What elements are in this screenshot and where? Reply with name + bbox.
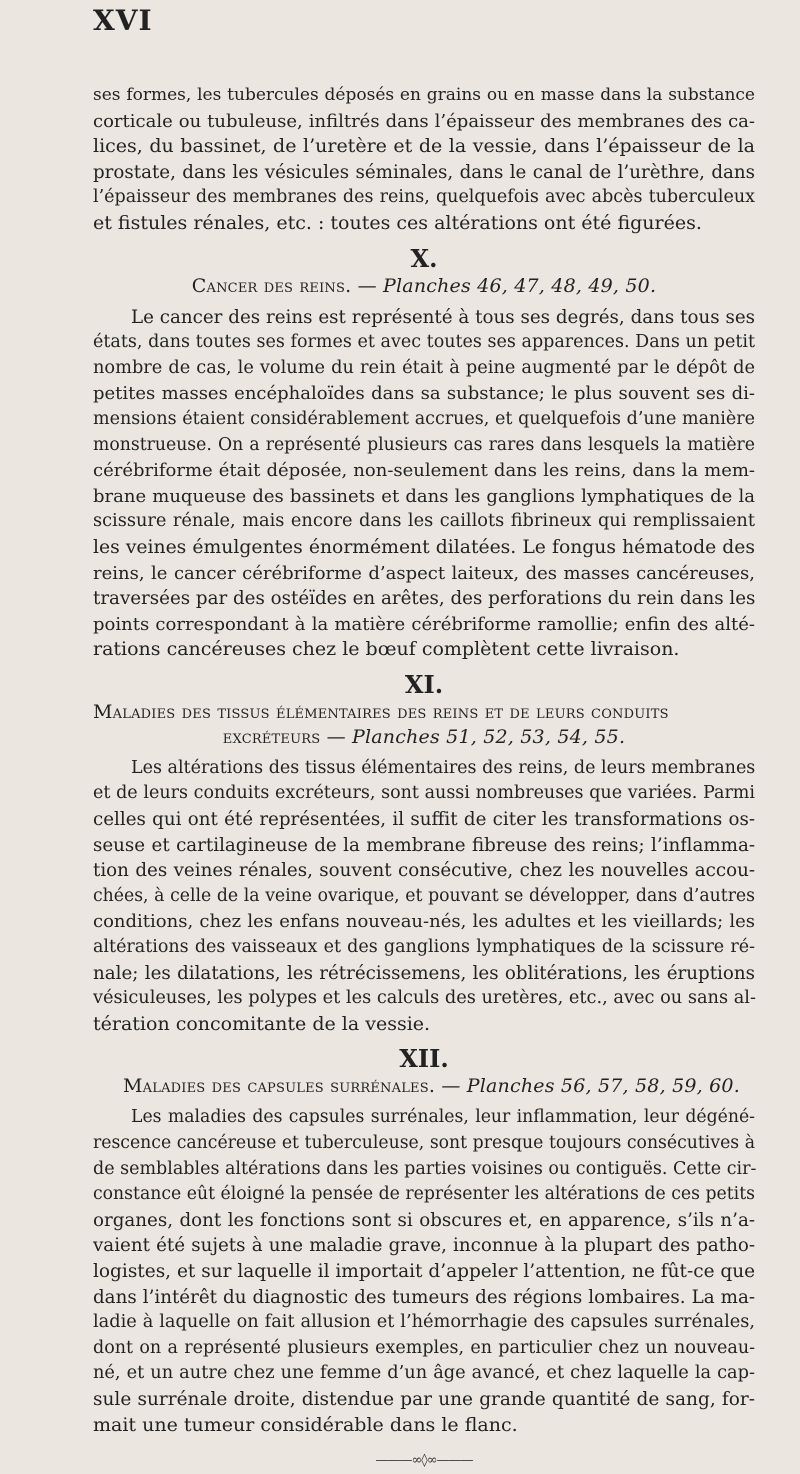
text-line: prostate, dans les vésicules séminales, dans le canal de l’urèthre, dans xyxy=(93,161,755,183)
heading-plates: Planches 51, 52, 53, 54, 55. xyxy=(352,725,626,748)
heading-title: excréteurs — xyxy=(222,725,353,748)
text-line: organes, dont les fonctions sont si obscures et, en apparence, s’ils n’a- xyxy=(93,1209,755,1231)
text-line: petites masses encéphaloïdes dans sa substance; le plus souvent ses di- xyxy=(93,383,755,405)
text-line: reins, le cancer cérébriforme d’aspect laiteux, des masses cancéreuses, xyxy=(93,562,755,584)
heading-title: Maladies des tissus élémentaires des reins et de leurs conduits xyxy=(93,700,669,723)
text-line: points correspondant à la matière cérébriforme ramollie; enfin des alté- xyxy=(93,613,755,635)
text-line: corticale ou tubuleuse, infiltrés dans l’épaisseur des membranes des ca- xyxy=(93,110,755,132)
text-line: Les altérations des tissus élémentaires des reins, de leurs membranes xyxy=(131,757,756,778)
text-line: rations cancéreuses chez le bœuf complètent cette livraison. xyxy=(93,638,680,661)
text-line: tération concomitante de la vessie. xyxy=(93,1012,431,1035)
text-line: rescence cancéreuse et tuberculeuse, sont presque toujours consécutives à xyxy=(93,1133,755,1153)
text-line: lices, du bassinet, de l’uretère et de la vessie, dans l’épaisseur de la xyxy=(93,135,755,158)
section-xii-paragraph xyxy=(93,1105,755,1438)
text-line: seuse et cartilagineuse de la membrane fibreuse des reins; l’inflamma- xyxy=(93,834,755,856)
text-line: l’épaisseur des membranes des reins, quelquefois avec abcès tuberculeux xyxy=(93,187,755,208)
text-line: ladie à laquelle on fait allusion et l’hémorrhagie des capsules surrénales, xyxy=(93,1312,755,1333)
section-number-xi: XI. xyxy=(404,669,444,699)
section-xi-paragraph xyxy=(93,756,755,1038)
text-line: tion des veines rénales, souvent consécutive, chez les nouvelles accou- xyxy=(93,860,755,882)
heading-plates: Planches 56, 57, 58, 59, 60. xyxy=(466,1075,740,1098)
heading-title: Maladies des capsules surrénales. — xyxy=(123,1075,467,1098)
section-heading-x xyxy=(93,274,755,299)
text-line: les veines émulgentes énormément dilatées. Le fongus hématode des xyxy=(93,536,755,558)
heading-title: Cancer des reins. — xyxy=(191,274,384,297)
text-line: états, dans toutes ses formes et avec toutes ses apparences. Dans un petit xyxy=(93,332,755,353)
text-line: Les maladies des capsules surrénales, leur inflammation, leur dégéné- xyxy=(131,1107,755,1128)
text-line: et fistules rénales, etc. : toutes ces altérations ont été figurées. xyxy=(93,211,702,234)
text-line: brane muqueuse des bassinets et dans les ganglions lymphatiques de la xyxy=(93,485,755,507)
text-line: né, et un autre chez une femme d’un âge avancé, et chez laquelle la cap- xyxy=(93,1363,755,1384)
text-line: dont on a représenté plusieurs exemples, en particulier chez un nouveau- xyxy=(93,1337,755,1358)
section-heading-xi xyxy=(93,700,755,725)
text-line: Le cancer des reins est représenté à tous ses degrés, dans tous ses xyxy=(131,306,755,328)
text-line: dans l’intérêt du diagnostic des tumeurs des régions lombaires. La ma- xyxy=(93,1286,755,1308)
text-line: logistes, et sur laquelle il importait d’appeler l’attention, ne fût-ce que xyxy=(93,1260,756,1282)
section-x-paragraph xyxy=(93,305,755,663)
heading-plates: Planches 46, 47, 48, 49, 50. xyxy=(383,274,657,297)
text-line: celles qui ont été représentées, il suffit de citer les transformations os- xyxy=(93,809,755,831)
text-line: mensions étaient considérablement accrues, et quelquefois d’une manière xyxy=(93,408,755,429)
text-line: vaient été sujets à une maladie grave, inconnue à la plupart des patho- xyxy=(93,1235,755,1257)
text-line: nale; les dilatations, les rétrécissemens, les oblitérations, les éruptions xyxy=(93,962,755,984)
text-line: conditions, chez les enfans nouveau-nés, les adultes et les vieillards; les xyxy=(93,911,755,933)
text-line: traversées par des ostéïdes en arêtes, des perforations du rein dans les xyxy=(93,588,756,610)
section-number-xii: XII. xyxy=(399,1044,449,1074)
text-line: constance eût éloigné la pensée de représenter les altérations de ces petits xyxy=(93,1184,755,1205)
intro-paragraph xyxy=(93,83,755,237)
section-heading-xi-line2 xyxy=(93,725,755,750)
text-line: altérations des vaisseaux et des ganglions lymphatiques de la scissure ré- xyxy=(93,937,755,958)
text-line: vésiculeuses, les polypes et les calculs des uretères, etc., avec ou sans al- xyxy=(93,988,756,1009)
text-line: chées, à celle de la veine ovarique, et pouvant se développer, dans d’autres xyxy=(93,885,755,906)
text-line: nombre de cas, le volume du rein était à peine augmenté par le dépôt de xyxy=(93,357,755,378)
text-line: monstrueuse. On a représenté plusieurs cas rares dans lesquels la matière xyxy=(93,434,755,455)
text-line: sule surrénale droite, distendue par une grande quantité de sang, for- xyxy=(93,1388,755,1410)
text-line: mait une tumeur considérable dans le flanc. xyxy=(93,1413,518,1436)
end-ornament: ———∞◊∞——— xyxy=(375,1453,473,1469)
text-line: de semblables altérations dans les parties voisines ou contiguës. Cette cir- xyxy=(93,1158,757,1179)
text-line: scissure rénale, mais encore dans les caillots fibrineux qui remplissaient xyxy=(93,511,755,532)
text-line: et de leurs conduits excréteurs, sont aussi nombreuses que variées. Parmi xyxy=(93,783,755,804)
page-body xyxy=(93,83,755,1474)
text-line: ses formes, les tubercules déposés en grains ou en masse dans la substance xyxy=(93,85,755,105)
section-heading-xii xyxy=(93,1074,755,1099)
page-number: XVI xyxy=(93,4,153,37)
text-line: cérébriforme était déposée, non-seulement dans les reins, dans la mem- xyxy=(93,460,755,482)
section-number-x: X. xyxy=(410,243,438,273)
